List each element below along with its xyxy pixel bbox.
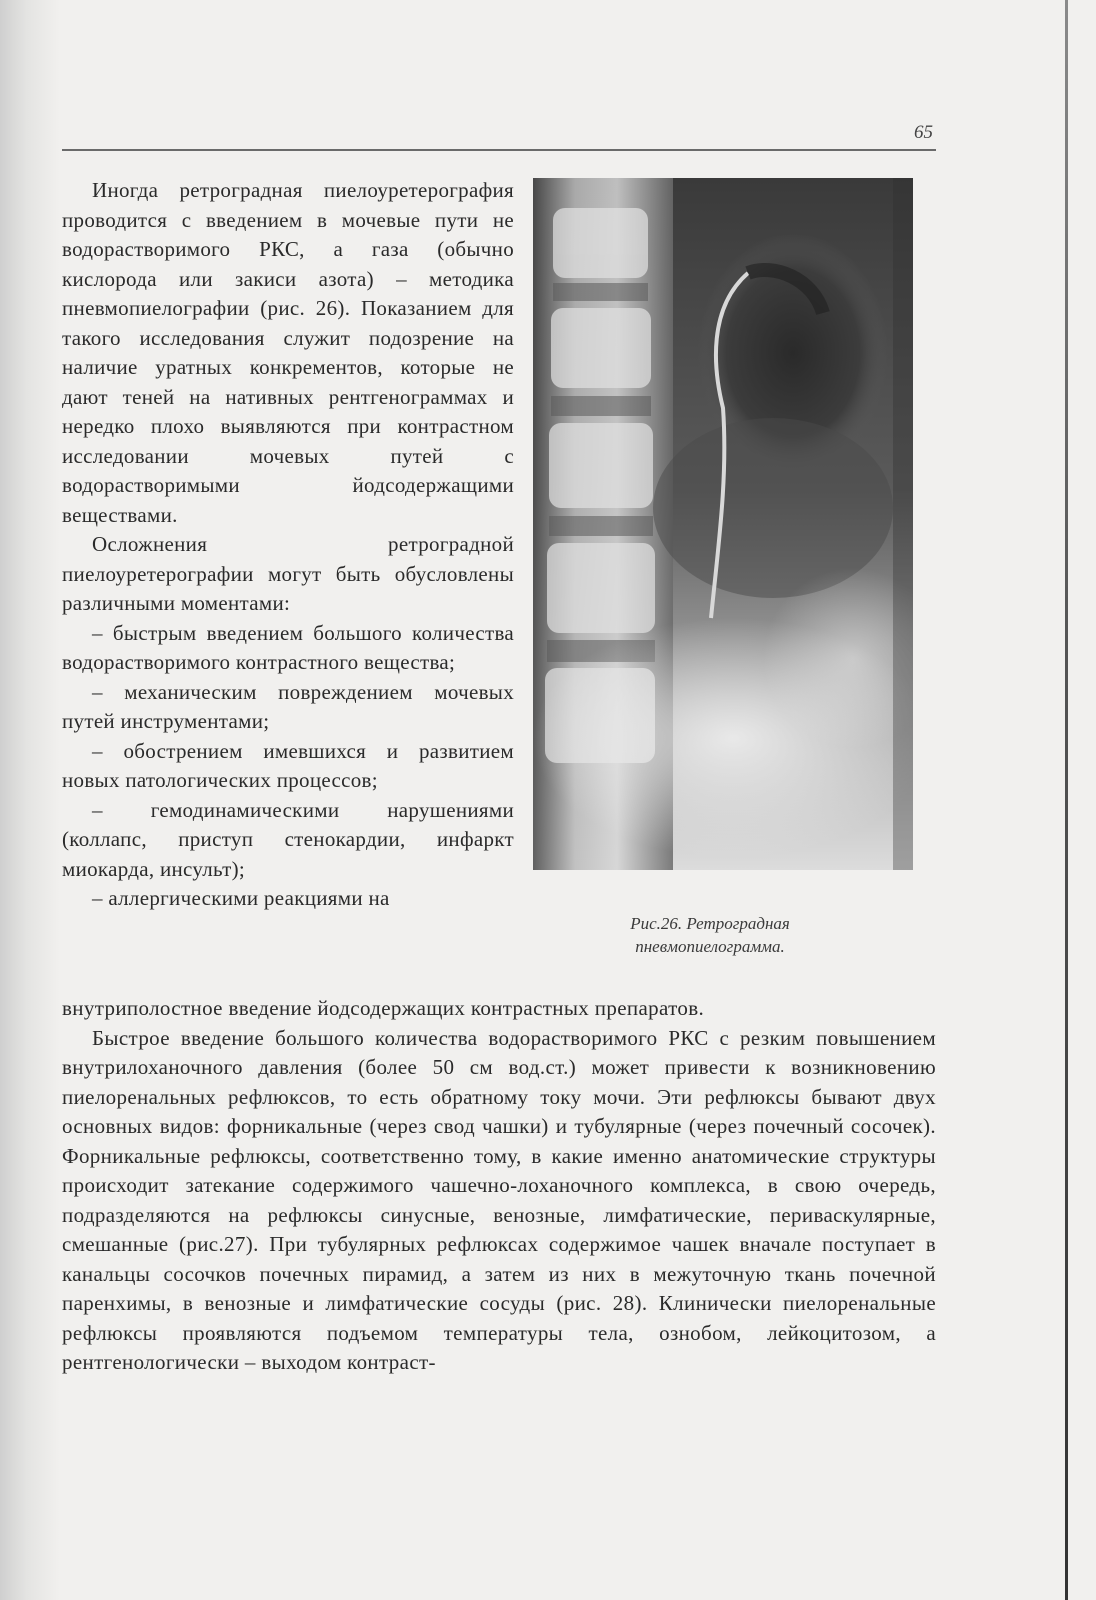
figure-caption xyxy=(560,912,860,958)
caption-line-1: Рис.26. Ретроградная xyxy=(630,914,790,933)
list-item-exacerbation: – обострением имевшихся и развитием новых патологических процессов; xyxy=(62,738,514,792)
header-rule xyxy=(62,149,936,151)
list-item-allergic: – аллергическими реакциями на xyxy=(92,886,390,910)
binding-shadow xyxy=(0,0,60,1600)
paragraph-reflux: Быстрое введение большого количества водорастворимого РКС с резким повышением внутрилоханочного давления (более 50 см вод.ст.) может привести к возникновению пиелоренальных рефлюксов, то есть обратному току мочи. Эти рефлюксы бывают двух основных видов: форникальные (через свод чашки) и тубулярные (через почечный сосочек). Форникальные рефлюксы, соответственно тому, в какие именно анатомические структуры происходит затекание содержимого чашечно-лоханочного комплекса, в свою очередь, подразделяются на рефлюксы синусные, венозные, лимфатические, периваскулярные, смешанные (рис.27). При тубулярных рефлюксах содержимое чашек вначале поступает в канальцы сосочков почечных пирамид, а затем из них в межуточную ткань почечной паренхимы, в венозные и лимфатические сосуды (рис. 28). Клинически пиелоренальные рефлюксы проявляются подъемом температуры тела, ознобом, лейкоцитозом, а рентгенологически – выходом контраст- xyxy=(62,1025,936,1374)
full-width-text xyxy=(62,994,936,1378)
list-item-fast-injection: – быстрым введением большого количества водорастворимого контрастного вещества; xyxy=(62,620,514,674)
paragraph-continuation: внутриполостное введение йодсодержащих контрастных препаратов. xyxy=(62,996,705,1020)
paragraph-complications-intro: Осложнения ретроградной пиелоуретерографии могут быть обусловлены различными моментами: xyxy=(62,532,514,615)
caption-line-2: пневмопиелограмма. xyxy=(635,937,785,956)
page-number: 65 xyxy=(914,122,933,143)
list-item-hemodynamic: – гемодинамическими нарушениями (коллапс, приступ стенокардии, инфаркт миокарда, инсульт); xyxy=(62,797,514,881)
paragraph-pneumopyelography: Иногда ретроградная пиелоуретерография проводится с введением в мочевые пути не водорастворимого РКС, а газа (обычно кислорода или закиси азота) – методика пневмопиелографии (рис. 26). Показанием для такого исследования служит подозрение на наличие уратных конкрементов, которые не дают теней на нативных рентгенограммах и нередко плохо выявляются при контрастном исследовании мочевых путей с водорастворимыми йодсодержащими веществами. xyxy=(62,178,514,527)
left-text-column xyxy=(62,176,514,914)
figure-xray-pneumopyelogram xyxy=(533,178,913,870)
list-item-mechanical-damage: – механическим повреждением мочевых путей инструментами; xyxy=(62,679,514,733)
page-edge-line xyxy=(1065,0,1068,1600)
xray-image xyxy=(533,178,913,870)
